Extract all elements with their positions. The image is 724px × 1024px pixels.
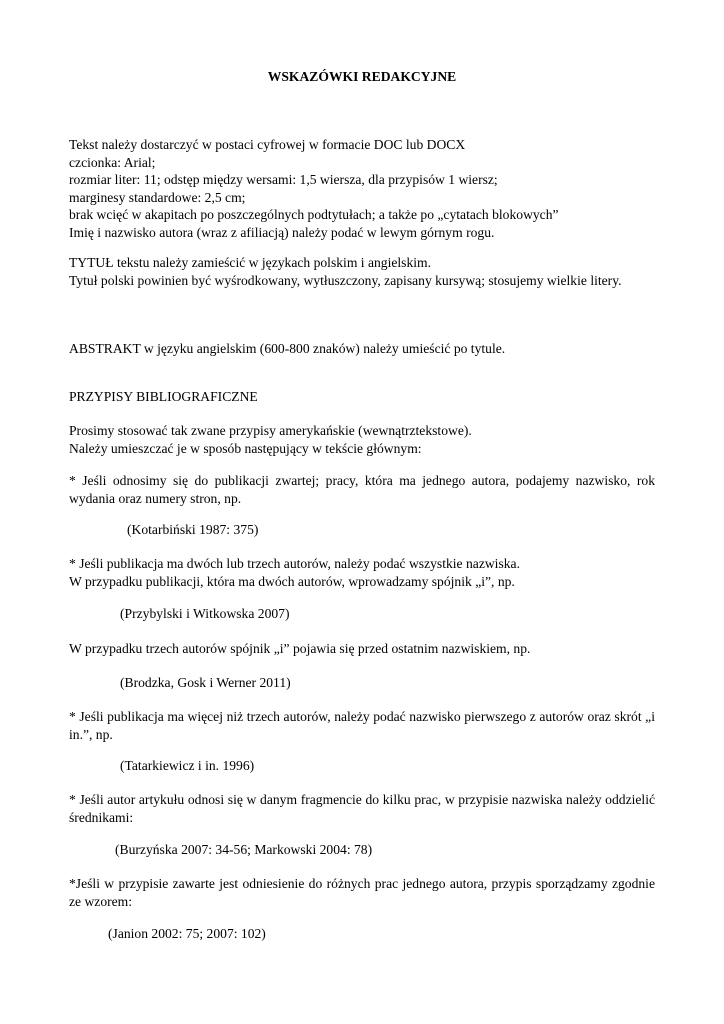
footnotes-heading (69, 388, 655, 406)
example-citation: (Brodzka, Gosk i Werner 2011) (120, 675, 291, 690)
rule-text: * Jeśli publikacja ma dwóch lub trzech autorów, należy podać wszystkie nazwiska. (69, 556, 520, 571)
rule-text: * Jeśli odnosimy się do publikacji zwartej; pracy, która ma jednego autora, podajemy nazwisko, rok wydania oraz numery stron, np. (69, 473, 655, 506)
title-rule: TYTUŁ tekstu należy zamieścić w językach polskim i angielskim. (69, 255, 432, 270)
example-citation: (Burzyńska 2007: 34-56; Markowski 2004: 78) (115, 842, 373, 857)
document-title: WSKAZÓWKI REDAKCYJNE (267, 69, 457, 84)
intro-line: Prosimy stosować tak zwane przypisy amerykańskie (wewnątrztekstowe). (69, 423, 472, 438)
footnotes-intro (69, 422, 655, 457)
rule-text: *Jeśli w przypisie zawarte jest odniesienie do różnych prac jednego autora, przypis sporządzamy zgodnie ze wzorem: (69, 876, 655, 909)
title-rules (69, 254, 655, 289)
abstract-paragraph (69, 340, 655, 358)
format-line: Tekst należy dostarczyć w postaci cyfrowej w formacie DOC lub DOCX (69, 137, 466, 152)
rule-three-authors (69, 640, 655, 658)
example-citation: (Przybylski i Witkowska 2007) (120, 606, 290, 621)
rule-single-author (69, 472, 655, 507)
abstract-text: ABSTRAKT w języku angielskim (600-800 znaków) należy umieścić po tytule. (69, 341, 506, 356)
rule-text: * Jeśli publikacja ma więcej niż trzech autorów, należy podać nazwisko pierwszego z autorów oraz skrót „i in.”, np. (69, 709, 655, 742)
format-requirements (69, 136, 655, 242)
rule-same-author (69, 875, 655, 910)
rule-text: W przypadku trzech autorów spójnik „i” pojawia się przed ostatnim nazwiskiem, np. (69, 641, 531, 656)
format-line: marginesy standardowe: 2,5 cm; (69, 189, 246, 205)
format-line: czcionka: Arial; (69, 154, 156, 170)
rule-more-authors (69, 708, 655, 743)
example-citation: (Kotarbiński 1987: 375) (127, 522, 259, 537)
example-citation: (Janion 2002: 75; 2007: 102) (108, 926, 266, 941)
section-heading: PRZYPISY BIBLIOGRAFICZNE (69, 389, 258, 404)
rule-text: * Jeśli autor artykułu odnosi się w danym fragmencie do kilku prac, w przypisie nazwiska należy oddzielić średnikami: (69, 792, 655, 825)
format-line: brak wcięć w akapitach po poszczególnych podtytułach; a także po „cytatach blokowych” (69, 207, 559, 223)
rule-multiple-authors (69, 555, 655, 590)
format-line: Imię i nazwisko autora (wraz z afiliacją) należy podać w lewym górnym rogu. (69, 224, 495, 240)
intro-line: Należy umieszczać je w sposób następujący w tekście głównym: (69, 440, 422, 456)
format-line: rozmiar liter: 11; odstęp między wersami: 1,5 wiersza, dla przypisów 1 wiersz; (69, 172, 498, 188)
rule-several-works (69, 791, 655, 826)
title-rule: Tytuł polski powinien być wyśrodkowany, wytłuszczony, zapisany kursywą; stosujemy wielkie litery. (69, 272, 622, 288)
example-citation: (Tatarkiewicz i in. 1996) (120, 758, 255, 773)
rule-text: W przypadku publikacji, która ma dwóch autorów, wprowadzamy spójnik „i”, np. (69, 573, 515, 589)
